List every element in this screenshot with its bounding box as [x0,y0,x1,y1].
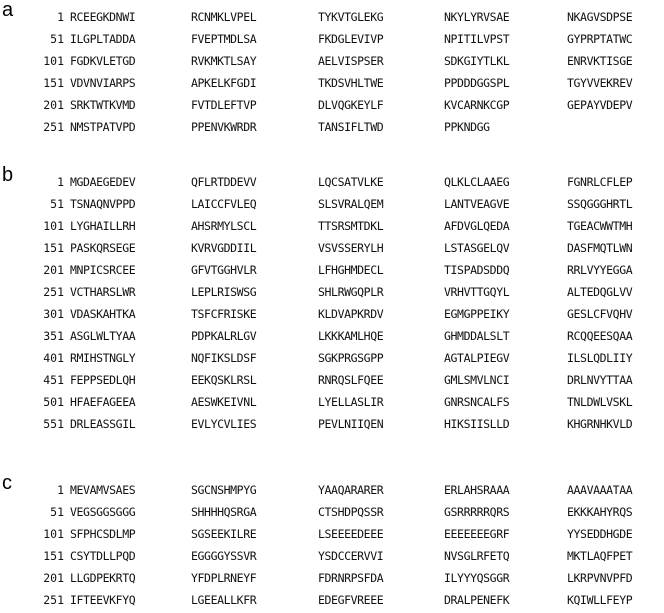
sequence-block: LKKKAMLHQE [318,329,384,343]
position-number: 51 [50,505,64,519]
sequence-block: TSNAQNVPPD [70,197,136,211]
sequence-block: EVLYCVLIES [191,417,257,431]
sequence-block: GNRSNCALFS [444,395,510,409]
sequence-block: LEPLRISWSG [191,285,257,299]
sequence-block: PEVLNIIQEN [318,417,384,431]
sequence-block: YFDPLRNEYF [191,571,257,585]
sequence-block: QLKLCLAAEG [444,175,510,189]
sequence-block: SGSEEKILRE [191,527,257,541]
sequence-block: MEVAMVSAES [70,483,136,497]
sequence-row [0,72,664,94]
sequence-row [0,523,664,545]
sequence-row [0,28,664,50]
sequence-block: TANSIFLTWD [318,120,384,134]
sequence-block: SHHHHQSRGA [191,505,257,519]
sequence-block: AGTALPIEGV [444,351,510,365]
position-number: 1 [57,10,64,24]
sequence-row [0,501,664,523]
sequence-block: RRLVYYEGGA [567,263,633,277]
sequence-block: LAICCFVLEQ [191,197,257,211]
sequence-block: KQIWLLFEYP [567,593,633,607]
sequence-block: LSEEEEDEEE [318,527,384,541]
sequence-block: PPDDDGGSPL [444,76,510,90]
sequence-block: VDVNVIARPS [70,76,136,90]
sequence-block: PASKQRSEGE [70,241,136,255]
sequence-block: YAAQARARER [318,483,384,497]
sequence-block: SHLRWGQPLR [318,285,384,299]
position-number: 51 [50,32,64,46]
sequence-block: LYGHAILLRH [70,219,136,233]
sequence-block: APKELKFGDI [191,76,257,90]
sequence-block: KVCARNKCGP [444,98,510,112]
position-number: 551 [43,417,64,431]
position-number: 201 [43,263,64,277]
panel-label: a [2,0,14,21]
sequence-block: RMIHSTNGLY [70,351,136,365]
sequence-block: ILGPLTADDA [70,32,136,46]
sequence-block: MNPICSRCEE [70,263,136,277]
sequence-block: SSQGGGHRTL [567,197,633,211]
sequence-block: NKAGVSDPSE [567,10,633,24]
sequence-block: FGNRLCFLEP [567,175,633,189]
sequence-block: YSDCCERVVI [318,549,384,563]
sequence-block: GYPRPTATWC [567,32,633,46]
sequence-block: GFVTGGHVLR [191,263,257,277]
sequence-block: KHGRNHKVLD [567,417,633,431]
sequence-block: RCEEGKDNWI [70,10,136,24]
sequence-row [0,545,664,567]
sequence-block: LFHGHMDECL [318,263,384,277]
sequence-block: ALTEDQGLVV [567,285,633,299]
sequence-block: DRLEASSGIL [70,417,136,431]
sequence-block: GSRRRRRQRS [444,505,510,519]
sequence-block: TTSRSMTDKL [318,219,384,233]
position-number: 151 [43,76,64,90]
sequence-block: MGDAEGEDEV [70,175,136,189]
position-number: 151 [43,549,64,563]
sequence-block: VEGSGGSGGG [70,505,136,519]
sequence-block: AFDVGLQEDA [444,219,510,233]
sequence-block: EKKKAHYRQS [567,505,633,519]
position-number: 51 [50,197,64,211]
position-number: 151 [43,241,64,255]
sequence-row [0,6,664,28]
sequence-block: FVTDLEFTVP [191,98,257,112]
sequence-block: TSFCFRISKE [191,307,257,321]
sequence-block: LANTVEAGVE [444,197,510,211]
position-number: 101 [43,527,64,541]
sequence-block: EDEGFVREEE [318,593,384,607]
sequence-block: PPENVKWRDR [191,120,257,134]
sequence-block: RNRQSLFQEE [318,373,384,387]
position-number: 201 [43,98,64,112]
sequence-block: RVKMKTLSAY [191,54,257,68]
sequence-row [0,369,664,391]
sequence-block: AAAVAAATAA [567,483,633,497]
sequence-row [0,50,664,72]
sequence-block: LYELLASLIR [318,395,384,409]
sequence-block: SRKTWTKVMD [70,98,136,112]
position-number: 201 [43,571,64,585]
panel-label: b [2,164,14,186]
sequence-block: NPITILVPST [444,32,510,46]
position-number: 251 [43,285,64,299]
sequence-block: SGCNSHMPYG [191,483,257,497]
sequence-block: TKDSVHLTWE [318,76,384,90]
sequence-row [0,215,664,237]
sequence-block: GHMDDALSLT [444,329,510,343]
sequence-block: EGMGPPEIKY [444,307,510,321]
sequence-block: EEEEEEEGRF [444,527,510,541]
sequence-block: CTSHDPQSSR [318,505,384,519]
position-number: 251 [43,120,64,134]
sequence-block: VDASKAHTKA [70,307,136,321]
sequence-block: SGKPRGSGPP [318,351,384,365]
sequence-block: VCTHARSLWR [70,285,136,299]
sequence-block: NKYLYRVSAE [444,10,510,24]
sequence-block: ILSLQDLIIY [567,351,633,365]
sequence-row [0,94,664,116]
sequence-row [0,589,664,611]
sequence-block: LKRPVNVPFD [567,571,633,585]
sequence-block: EGGGGYSSVR [191,549,257,563]
sequence-block: DASFMQTLWN [567,241,633,255]
sequence-block: LQCSATVLKE [318,175,384,189]
sequence-block: TNLDWLVSKL [567,395,633,409]
sequence-block: FVEPTMDLSA [191,32,257,46]
sequence-block: TYKVTGLEKG [318,10,384,24]
sequence-row [0,237,664,259]
sequence-block: HFAEFAGEEA [70,395,136,409]
sequence-block: DLVQGKEYLF [318,98,384,112]
sequence-block: FDRNRPSFDA [318,571,384,585]
sequence-block: TISPADSDDQ [444,263,510,277]
position-number: 1 [57,483,64,497]
sequence-block: FKDGLEVIVP [318,32,384,46]
sequence-block: AHSRMYLSCL [191,219,257,233]
position-number: 501 [43,395,64,409]
sequence-block: SFPHCSDLMP [70,527,136,541]
sequence-row [0,413,664,435]
sequence-block: GESLCFVQHV [567,307,633,321]
sequence-block: TGYVVEKREV [567,76,633,90]
sequence-block: NMSTPATVPD [70,120,136,134]
sequence-block: LSTASGELQV [444,241,510,255]
sequence-row [0,193,664,215]
position-number: 401 [43,351,64,365]
sequence-row [0,347,664,369]
sequence-row [0,116,664,138]
sequence-row [0,259,664,281]
sequence-block: SLSVRALQEM [318,197,384,211]
sequence-block: FEPPSEDLQH [70,373,136,387]
sequence-row [0,303,664,325]
sequence-block: GMLSMVLNCI [444,373,510,387]
sequence-block: AELVISPSER [318,54,384,68]
sequence-block: RCNMKLVPEL [191,10,257,24]
sequence-block: ENRVKTISGE [567,54,633,68]
sequence-block: RCQQEESQAA [567,329,633,343]
sequence-row [0,281,664,303]
sequence-block: DRALPENEFK [444,593,510,607]
sequence-row [0,391,664,413]
sequence-block: VRHVTTGQYL [444,285,510,299]
sequence-block: ERLAHSRAAA [444,483,510,497]
sequence-block: AESWKEIVNL [191,395,257,409]
sequence-block: ASGLWLTYAA [70,329,136,343]
sequence-block: ILYYYQSGGR [444,571,510,585]
panel-label: c [2,472,12,494]
sequence-row [0,567,664,589]
sequence-row [0,171,664,193]
sequence-row [0,479,664,501]
sequence-block: LLGDPEKRTQ [70,571,136,585]
sequence-block: KVRVGDDIIL [191,241,257,255]
sequence-block: QFLRTDDEVV [191,175,257,189]
sequence-block: EEKQSKLRSL [191,373,257,387]
sequence-block: SDKGIYTLKL [444,54,510,68]
sequence-block: IFTEEVKFYQ [70,593,136,607]
sequence-block: FGDKVLETGD [70,54,136,68]
position-number: 101 [43,219,64,233]
position-number: 1 [57,175,64,189]
sequence-block: CSYTDLLPQD [70,549,136,563]
sequence-row [0,325,664,347]
sequence-block: DRLNVYTTAA [567,373,633,387]
sequence-block: VSVSSERYLH [318,241,384,255]
sequence-block: HIKSIISLLD [444,417,510,431]
sequence-block: NVSGLRFETQ [444,549,510,563]
sequence-block: PPKNDGG [444,120,490,134]
sequence-block: TGEACWWTMH [567,219,633,233]
sequence-block: YYSEDDHGDE [567,527,633,541]
sequence-block: LGEEALLKFR [191,593,257,607]
position-number: 301 [43,307,64,321]
position-number: 101 [43,54,64,68]
sequence-block: NQFIKSLDSF [191,351,257,365]
sequence-block: PDPKALRLGV [191,329,257,343]
sequence-block: MKTLAQFPET [567,549,633,563]
sequence-block: GEPAYVDEPV [567,98,633,112]
position-number: 351 [43,329,64,343]
position-number: 251 [43,593,64,607]
sequence-block: KLDVAPKRDV [318,307,384,321]
position-number: 451 [43,373,64,387]
